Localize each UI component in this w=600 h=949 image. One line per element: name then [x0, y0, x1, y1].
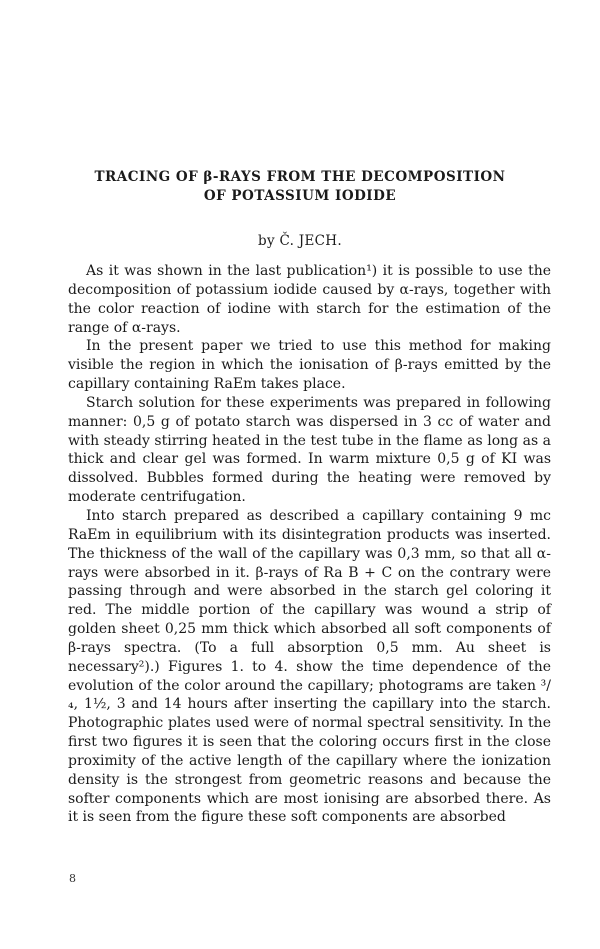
paragraph-1: As it was shown in the last publication¹) it is possible to use the decomposition of potassium iodide caused by α-rays, together with the color reaction of iodine with starch for the estimation of the range of α-rays.: [68, 263, 551, 336]
paragraph-4: Into starch prepared as described a capillary containing 9 mc RaEm in equilibrium with its disintegration products was inserted. The thickness of the wall of the capillary was 0,3 mm, so that all α-rays were absorbed in it. β-rays of Ra B + C on the contrary were passing through and were absorbed in the starch gel coloring it red. The middle portion of the capillary was wound a strip of golden sheet 0,25 mm thick which absorbed all soft components of β-rays spectra. (To a full absorption 0,5 mm. Au sheet is necessary²).) Figures 1. to 4. show the time dependence of the evolution of the color around the capillary; photograms are taken ³/₄, 1½, 3 and 14 hours after inserting the capillary into the starch. Photographic plates used were of normal spectral sensitivity. In the first two figures it is seen that the coloring occurs first in the close proximity of the active length of the capillary where the ionization density is the strongest from geometric reasons and because the softer components which are most ionising are absorbed there. As it is seen from the figure these soft components are absorbed: [68, 507, 551, 826]
article-title-line-2: OF POTASSIUM IODIDE: [203, 188, 397, 204]
article-title: [40, 168, 560, 206]
paragraph-2: In the present paper we tried to use this method for making visible the region in which the ionisation of β-rays emitted by the capillary containing RaEm takes place.: [68, 338, 551, 393]
page-footer-mark: 8: [69, 872, 76, 885]
paragraph-3: Starch solution for these experiments was prepared in following manner: 0,5 g of potato starch was dispersed in 3 cc of water and with steady stirring heated in the test tube in the flame as long as a thick and clear gel was formed. In warm mixture 0,5 g of KI was dissolved. Bubbles formed during the heating were removed by moderate centrifugation.: [68, 394, 551, 506]
article-body: [68, 262, 551, 827]
article-title-line-1: TRACING OF β-RAYS FROM THE DECOMPOSITION: [94, 169, 506, 185]
author-byline: by Č. JECH.: [258, 233, 342, 249]
